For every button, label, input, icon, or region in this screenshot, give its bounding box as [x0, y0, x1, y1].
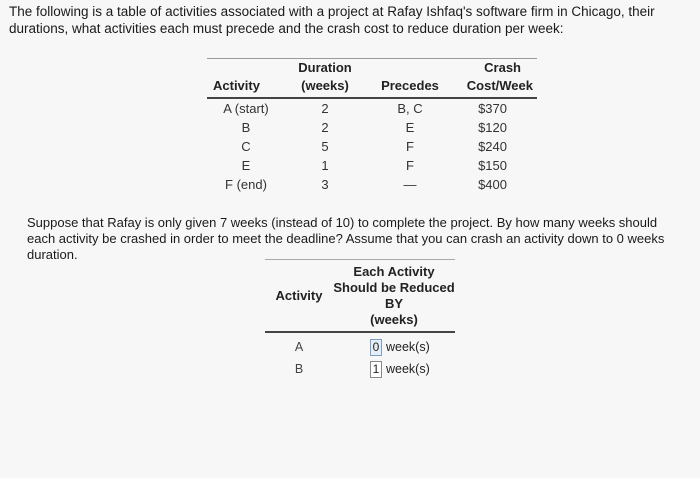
reduced-header-line4: (weeks) — [370, 312, 418, 327]
activity-table — [207, 58, 537, 194]
duration-cell: 3 — [321, 177, 329, 192]
precedes-header: Precedes — [365, 77, 455, 98]
activity-cell: A (start) — [223, 101, 269, 116]
cost-cell: $370 — [478, 101, 507, 116]
duration-header-line1: Duration — [298, 60, 352, 75]
reduced-header-line1: Each Activity — [353, 264, 435, 279]
answer-row — [265, 336, 455, 358]
duration-cell: 2 — [321, 120, 329, 135]
answer-table-header — [265, 260, 455, 333]
duration-cell: 1 — [321, 158, 329, 173]
question-text: Suppose that Rafay is only given 7 weeks (instead of 10) to complete the project. By how many weeks should each activity be crashed in order to meet the deadline? Assume that you can crash an activity down to 0 weeks duration. — [27, 215, 665, 262]
answer-table — [265, 259, 455, 380]
answer-input-b[interactable]: 1 — [370, 361, 382, 378]
precedes-cell: F — [406, 139, 414, 154]
table-row — [207, 156, 537, 175]
precedes-cell: E — [405, 120, 415, 135]
precedes-cell: — — [403, 177, 417, 192]
reduced-by-header — [333, 260, 455, 331]
table-row — [207, 175, 537, 194]
precedes-cell: F — [406, 158, 414, 173]
crash-header-line1: Crash — [484, 60, 521, 75]
answer-activity-cell: A — [294, 340, 304, 354]
cost-cell: $150 — [478, 158, 507, 173]
table-row — [207, 118, 537, 137]
activity-cell: B — [241, 120, 251, 135]
duration-cell: 2 — [321, 101, 329, 116]
answer-unit: week(s) — [386, 362, 430, 376]
answer-activity-cell: B — [294, 362, 304, 376]
table-row — [207, 137, 537, 156]
precedes-cell: B, C — [397, 101, 423, 116]
intro-text: The following is a table of activities associated with a project at Rafay Ishfaq's software firm in Chicago, their durations, what activities each must precede and the crash cost to reduce duration per week: — [9, 4, 655, 36]
answer-input-a[interactable]: 0 — [370, 339, 382, 356]
table-row — [207, 98, 537, 118]
cost-cell: $120 — [478, 120, 507, 135]
duration-header-line2: (weeks) — [285, 77, 365, 98]
answer-activity-header: Activity — [275, 288, 323, 303]
crash-header-line2: Cost/Week — [455, 77, 537, 98]
cost-cell: $400 — [478, 177, 507, 192]
cost-cell: $240 — [478, 139, 507, 154]
activity-cell: F (end) — [225, 177, 267, 192]
activity-cell: C — [241, 139, 251, 154]
answer-unit: week(s) — [386, 340, 430, 354]
reduced-header-line3: BY — [384, 296, 404, 311]
answer-row — [265, 358, 455, 380]
activity-header: Activity — [207, 77, 285, 98]
duration-cell: 5 — [321, 139, 329, 154]
reduced-header-line2: Should be Reduced — [333, 280, 455, 295]
activity-cell: E — [241, 158, 251, 173]
